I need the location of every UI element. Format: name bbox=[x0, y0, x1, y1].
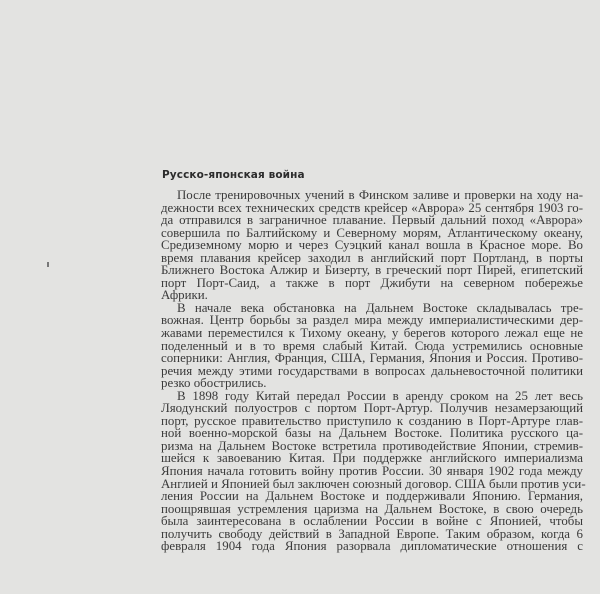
text-line: Ближнего Востока Алжир и Бизерту, в греческий порт Пирей, египетский bbox=[161, 263, 583, 278]
paragraph bbox=[161, 189, 583, 302]
text-line: совершила по Балтийскому и Северному морям, Атлантическому океану, bbox=[161, 225, 583, 240]
text-line: дежности всех технических средств крейсер «Аврора» 25 сентября 1903 го- bbox=[161, 200, 583, 215]
text-line: поощрявшая устремления царизма на Дальнем Востоке, в свою очередь bbox=[161, 501, 583, 516]
text-line: получить свободу действий в Западной Европе. Таким образом, когда 6 bbox=[161, 526, 583, 541]
text-line: Средиземному морю и через Суэцкий канал вошла в Красное море. Во bbox=[161, 238, 583, 253]
text-line: Африки. bbox=[161, 288, 208, 303]
text-line: жавами переместился к Тихому океану, у берегов которого лежал еще не bbox=[161, 326, 583, 341]
section-title: Русско-японская война bbox=[162, 169, 305, 181]
text-line: была заинтересована в ослаблении России в войне с Японией, чтобы bbox=[161, 514, 583, 529]
text-line: февраля 1904 года Япония разорвала дипломатические отношения с bbox=[161, 539, 583, 554]
text-line: ной военно-морской базы на Дальнем Востоке. Политика русского ца- bbox=[161, 426, 583, 441]
text-line: речия между этими государствами в вопросах дальневосточной политики bbox=[161, 363, 583, 378]
text-line: После тренировочных учений в Финском заливе и проверки на ходу на- bbox=[177, 188, 583, 202]
text-line: Япония начала готовить войну против России. 30 января 1902 года между bbox=[161, 464, 583, 479]
text-line: поделенный и в то время слабый Китай. Сюда устремились основные bbox=[161, 338, 583, 353]
text-line: В 1898 году Китай передал России в аренду сроком на 25 лет весь bbox=[177, 388, 583, 403]
text-line: Англией и Японией был заключен союзный договор. США были против уси- bbox=[161, 476, 586, 491]
text-line: порт, русское правительство приступило к созданию в Порт-Артуре глав- bbox=[161, 413, 583, 428]
text-line: резко обострились. bbox=[161, 376, 267, 391]
text-line: Ляодунский полуостров с портом Порт-Артур. Получив незамерзающий bbox=[161, 401, 583, 416]
text-line: ления России на Дальнем Востоке и поддерживали Японию. Германия, bbox=[161, 489, 583, 504]
paragraph bbox=[161, 388, 586, 554]
text-line: да отправился в заграничное плавание. Первый дальний поход «Аврора» bbox=[161, 213, 583, 228]
text-line: шейся к завоеванию Китая. При поддержке английского империализма bbox=[161, 451, 583, 466]
scan-speck bbox=[47, 262, 49, 267]
text-line: порт Порт-Саид, а также в порт Джибути на северном побережье bbox=[161, 275, 583, 290]
text-line: время плавания крейсер заходил в английский порт Портланд, в порты bbox=[161, 250, 583, 265]
text-line: В начале века обстановка на Дальнем Востоке складывалась тре- bbox=[177, 300, 583, 315]
paragraph bbox=[161, 302, 583, 390]
text-line: ризма на Дальнем Востоке встретила противодействие Японии, стремив- bbox=[161, 438, 583, 453]
article-body bbox=[161, 188, 586, 554]
text-line: соперники: Англия, Франция, США, Германия, Япония и Россия. Противо- bbox=[161, 351, 583, 366]
text-line: вожная. Центр борьбы за раздел мира между империалистическими дер- bbox=[161, 313, 583, 328]
